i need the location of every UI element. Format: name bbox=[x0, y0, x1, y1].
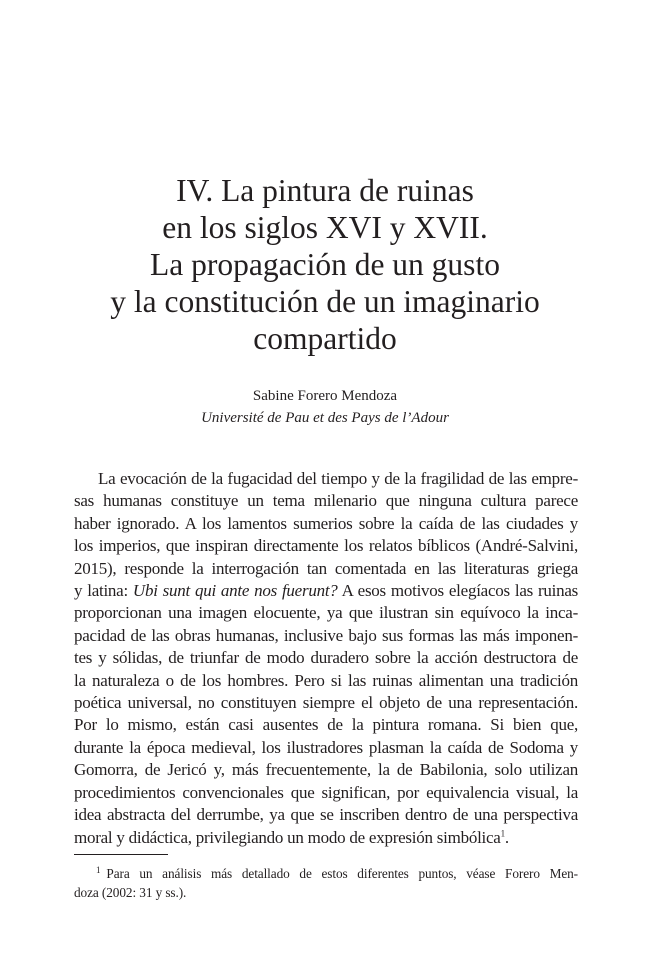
text-line: 2015), responde la interrogación tan comentada en las literaturas griega bbox=[74, 558, 578, 578]
title-line bbox=[60, 320, 590, 357]
title-text: La propagación de un gusto bbox=[150, 247, 500, 282]
footnote-line bbox=[74, 864, 578, 883]
author-affiliation: Université de Pau et des Pays de l’Adour bbox=[201, 410, 449, 426]
text-line bbox=[74, 580, 578, 602]
text-run: A esos motivos elegíacos las ruinas bbox=[337, 581, 578, 601]
latin-quote: Ubi sunt qui ante nos fuerunt? bbox=[132, 581, 338, 601]
title-text: en los siglos bbox=[162, 210, 326, 245]
footnote-divider bbox=[74, 854, 168, 855]
text-run: moral y didáctica, privilegiando un modo de expresión simbólica bbox=[74, 827, 501, 847]
text-line: los imperios, que inspiran directamente los relatos bíblicos (André-Salvini, bbox=[74, 536, 578, 556]
title-text: IV. La pintura de ruinas bbox=[176, 173, 474, 208]
text-line: La evocación de la fugacidad del tiempo y de la fragilidad de las empre- bbox=[98, 469, 578, 488]
title-line bbox=[60, 172, 590, 209]
text-line: Gomorra, de Jericó y, más frecuentemente, la de Babilonia, solo utilizan bbox=[74, 760, 578, 780]
footnote-line: doza (2002: 31 y ss.). bbox=[74, 885, 187, 900]
title-line bbox=[60, 283, 590, 320]
text-line: poética universal, no constituyen siempre el objeto de una representación. bbox=[74, 693, 578, 713]
title-line bbox=[60, 246, 590, 283]
text-line: haber ignorado. A los lamentos sumerios sobre la caída de las ciudades y bbox=[74, 513, 578, 533]
text-line bbox=[74, 827, 578, 849]
text-line: tes y sólidas, de triunfar de modo duradero sobre la acción destructora de bbox=[74, 648, 578, 668]
century-numeral: XVI bbox=[325, 210, 382, 245]
chapter-title bbox=[60, 172, 590, 357]
text-line: procedimientos convencionales que significan, por equivalencia visual, la bbox=[74, 782, 578, 802]
text-line: la naturaleza o de los hombres. Pero si las ruinas alimentan una tradición bbox=[74, 670, 578, 690]
text-line: proporcionan una imagen elocuente, ya que ilustran sin equívoco la inca- bbox=[74, 603, 578, 623]
footnote-number: 1 bbox=[96, 864, 101, 875]
text-line: idea abstracta del derrumbe, ya que se inscriben dentro de una perspectiva bbox=[74, 805, 578, 825]
century-numeral: XVII bbox=[413, 210, 480, 245]
author-name: Sabine Forero Mendoza bbox=[252, 388, 398, 404]
text-line: durante la época medieval, los ilustradores plasman la caída de Sodoma y bbox=[74, 737, 578, 757]
title-text: y bbox=[381, 210, 414, 245]
text-line: sas humanas constituye un tema milenario que ninguna cultura parece bbox=[74, 491, 578, 511]
footnote bbox=[74, 864, 578, 902]
title-line bbox=[60, 209, 590, 246]
title-text: y la constitución de un imaginario bbox=[110, 284, 540, 319]
text-line: Por lo mismo, están casi ausentes de la pintura romana. Si bien que, bbox=[74, 715, 578, 735]
text-run: y latina: bbox=[74, 581, 133, 601]
text-run: . bbox=[504, 827, 509, 847]
text-line: pacidad de las obras humanas, inclusive bajo sus formas las más imponen- bbox=[74, 625, 578, 645]
body-paragraph bbox=[74, 468, 578, 849]
title-text: compartido bbox=[253, 321, 397, 356]
title-text: . bbox=[479, 210, 488, 245]
footnote-reference[interactable]: 1 bbox=[500, 827, 505, 838]
footnote-text: Para un análisis más detallado de estos diferentes puntos, véase Forero Men- bbox=[106, 866, 578, 881]
